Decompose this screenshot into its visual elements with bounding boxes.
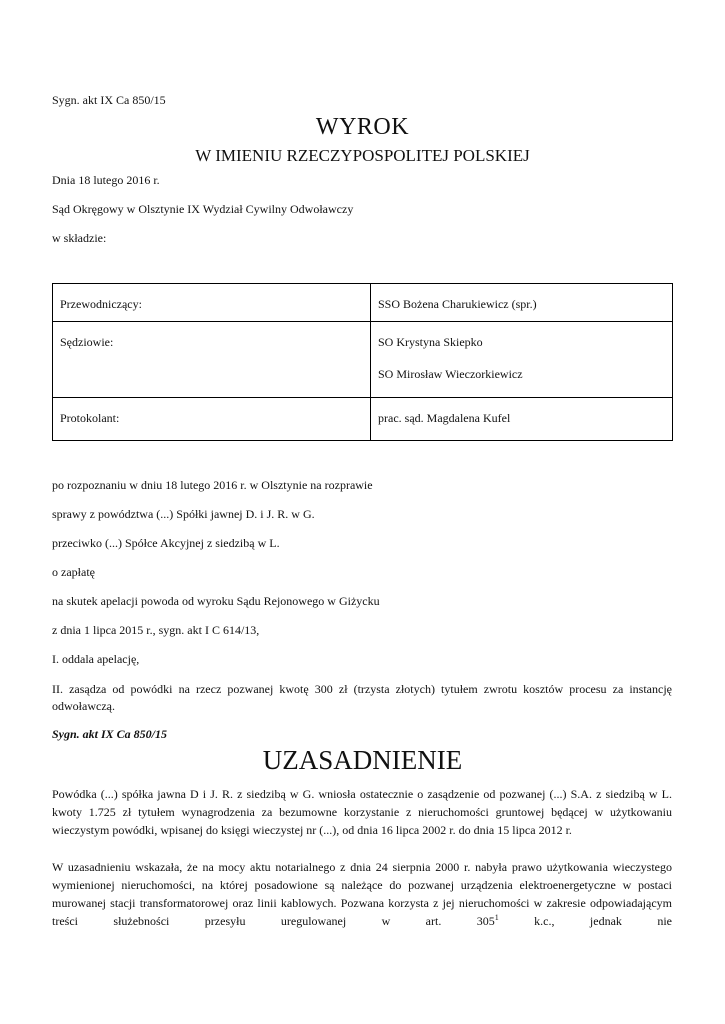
ruling-line: o zapłatę [52, 565, 95, 579]
paragraph-text: k.c., jednak nie [498, 914, 672, 928]
court-name: Sąd Okręgowy w Olsztynie IX Wydział Cywilny Odwoławczy [52, 202, 354, 216]
composition-intro: w składzie: [52, 231, 107, 245]
name-judge: SO Krystyna Skiepko [378, 335, 483, 349]
name-presiding: SSO Bożena Charukiewicz (spr.) [378, 297, 537, 311]
case-signature: Sygn. akt IX Ca 850/15 [52, 93, 166, 107]
name-judge: SO Mirosław Wieczorkiewicz [378, 367, 523, 381]
names-cell [371, 322, 673, 398]
role-judges: Sędziowie: [53, 322, 371, 398]
judgment-date: Dnia 18 lutego 2016 r. [52, 173, 160, 187]
names-cell [371, 284, 673, 322]
ruling-line: na skutek apelacji powoda od wyroku Sądu Rejonowego w Giżycku [52, 594, 380, 608]
justification-paragraph-2 [52, 858, 672, 930]
ruling-point-2: II. zasądza od powódki na rzecz pozwanej kwotę 300 zł (trzysta złotych) tytułem zwrotu kosztów procesu za instancję odwoławczą. [52, 682, 672, 713]
ruling-line: z dnia 1 lipca 2015 r., sygn. akt I C 614/13, [52, 623, 260, 637]
paragraph-text: W uzasadnieniu wskazała, że na mocy aktu notarialnego z dnia 24 sierpnia 2000 r. nabyła prawo użytkowania wieczystego wymienionej nieruchomości, na której posadowione są należące do pozwanej urządzenia elektroenergetyczne w postaci murowanej stacji transformatorowej oraz linii kablowych. Pozwana korzysta z jej nieruchomości w zakresie odpowiadającym treści służebności przesyłu uregulowanej w art. 305 [52, 860, 672, 928]
superscript: 1 [494, 913, 499, 922]
document-title: WYROK [315, 114, 410, 140]
role-presiding: Przewodniczący: [53, 284, 371, 322]
ruling-line: po rozpoznaniu w dniu 18 lutego 2016 r. w Olsztynie na rozprawie [52, 478, 373, 492]
names-cell [371, 398, 673, 441]
justification-paragraph-1: Powódka (...) spółka jawna D i J. R. z siedzibą w G. wniosła ostatecznie o zasądzenie od pozwanej (...) S.A. z siedzibą w L. kwoty 1.725 zł tytułem wynagrodzenia za bezumowne korzystanie z nieruchomości gruntowej będącej w użytkowaniu wieczystym powódki, wpisanej do księgi wieczystej nr (...), od dnia 16 lipca 2002 r. do dnia 15 lipca 2012 r. [52, 787, 672, 837]
role-clerk: Protokolant: [53, 398, 371, 441]
justification-title: UZASADNIENIE [262, 745, 463, 775]
table-row [53, 398, 673, 441]
justification-signature: Sygn. akt IX Ca 850/15 [52, 727, 168, 741]
table-row [53, 322, 673, 398]
name-clerk: prac. sąd. Magdalena Kufel [378, 411, 511, 425]
ruling-line: sprawy z powództwa (...) Spółki jawnej D. i J. R. w G. [52, 507, 315, 521]
ruling-line: przeciwko (...) Spółce Akcyjnej z siedzibą w L. [52, 536, 280, 550]
table-row [53, 284, 673, 322]
document-subtitle: W IMIENIU RZECZYPOSPOLITEJ POLSKIEJ [195, 146, 530, 165]
composition-table [52, 283, 673, 441]
ruling-point-1: I. oddala apelację, [52, 652, 140, 666]
